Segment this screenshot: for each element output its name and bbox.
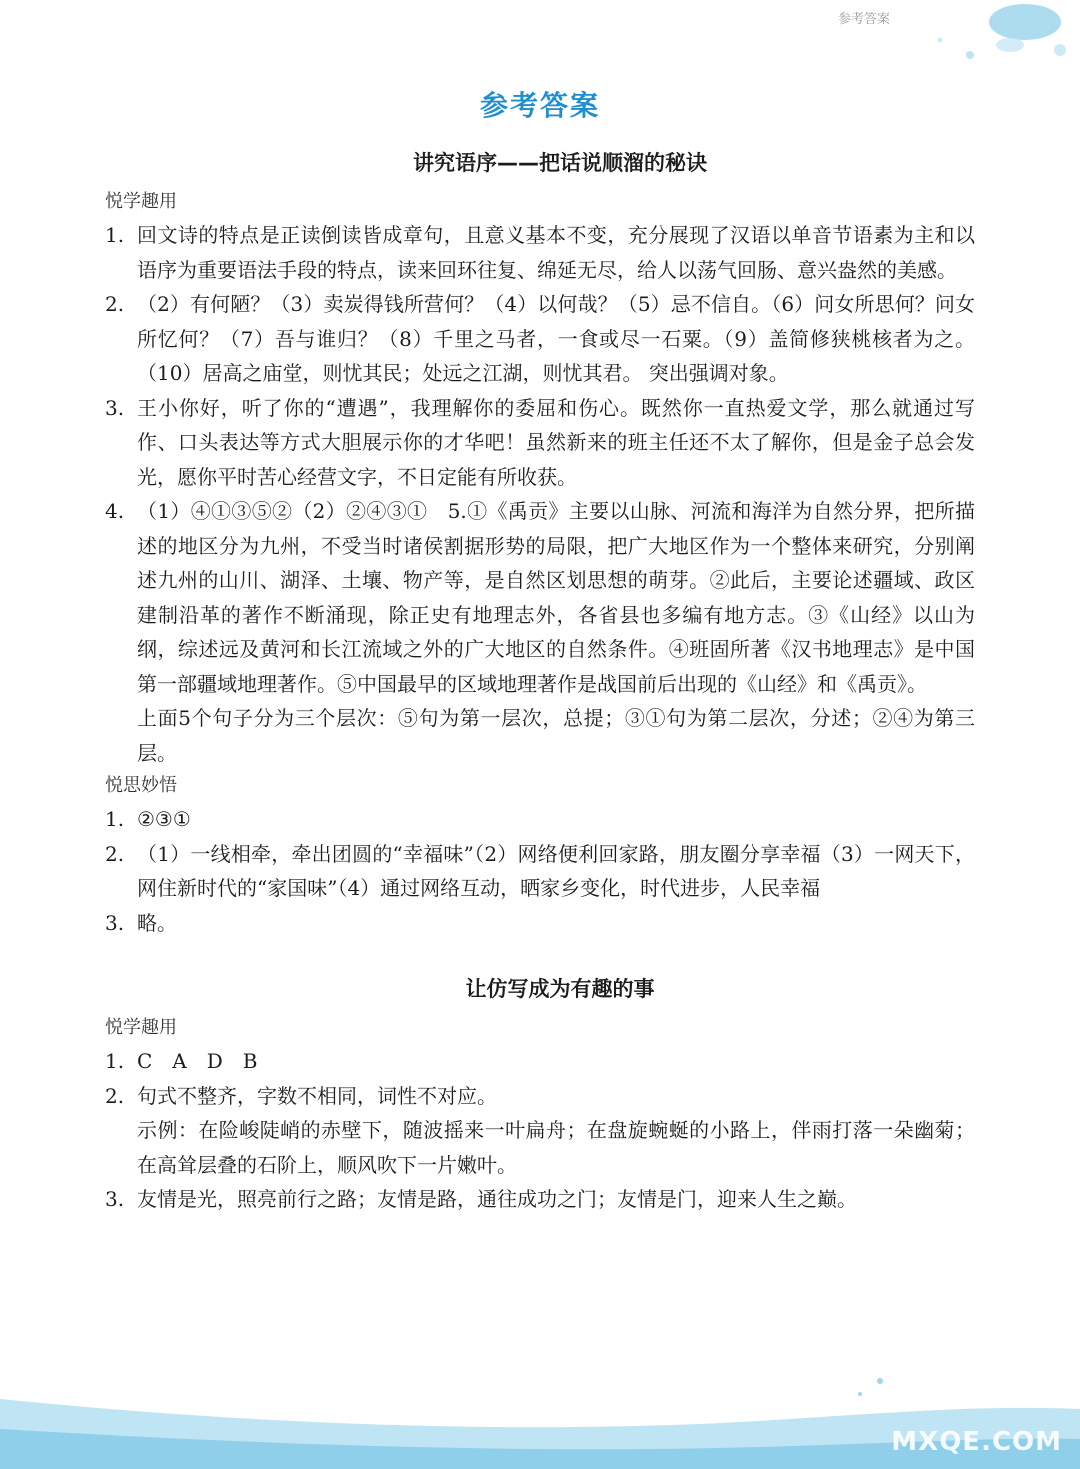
answer-item <box>105 391 975 495</box>
item-text: 友情是光，照亮前行之路；友情是路，通往成功之门；友情是门，迎来人生之巅。 <box>137 1187 857 1211</box>
item-number: 2. <box>105 841 125 866</box>
item-text: （2）有何陋？（3）卖炭得钱所营何？（4）以何哉？（5）忌不信自。（6）问女所思何？问女所忆何？（7）吾与谁归？（8）千里之马者，一食或尽一石粟。（9）盖简修狭桃核者为之。（10）居高之庙堂，则忧其民；处远之江湖，则忧其君。 突出强调对象。 <box>137 292 975 385</box>
answer-item <box>105 1182 975 1217</box>
item-number: 2. <box>105 1083 125 1108</box>
answer-item <box>105 218 975 287</box>
section-title: 讲究语序——把话说顺溜的秘诀 <box>413 151 707 175</box>
sub-heading: 悦学趣用 <box>105 191 177 212</box>
item-text: 句式不整齐，字数不相同，词性不对应。 <box>137 1083 497 1108</box>
sub-heading: 悦学趣用 <box>105 1017 177 1038</box>
answer-content <box>105 146 975 1217</box>
item-text: （1）一线相牵，牵出团圆的“幸福味”（2）网络便利回家路，朋友圈分享幸福（3）一网天下，网住新时代的“家国味”（4）通过网络互动，晒家乡变化，时代进步，人民幸福 <box>137 841 975 900</box>
item-number: 2. <box>105 292 125 316</box>
answer-item <box>105 802 975 837</box>
item-number: 4. <box>105 499 125 523</box>
answer-item <box>105 837 975 906</box>
item-number: 3. <box>105 910 125 935</box>
item-number: 1. <box>105 1049 125 1073</box>
watermark: MXQE.COM <box>891 1427 1062 1457</box>
page-title: 参考答案 <box>479 89 600 122</box>
sub-heading: 悦思妙悟 <box>105 775 177 796</box>
header-corner-label: 参考答案 <box>838 12 891 27</box>
item-continuation: 上面5个句子分为三个层次：⑤句为第一层次，总提；③①句为第二层次，分述；②④为第三层。 <box>137 706 975 765</box>
answer-item <box>105 287 975 391</box>
answer-item <box>105 906 975 941</box>
item-text: 王小你好，听了你的“遭遇”，我理解你的委屈和伤心。既然你一直热爱文学，那么就通过写作、口头表达等方式大胆展示你的才华吧！虽然新来的班主任还不太了解你，但是金子总会发光，愿你平时苦心经营文字，不日定能有所收获。 <box>137 395 975 489</box>
item-text: C A D B <box>137 1049 258 1073</box>
item-text: 回文诗的特点是正读倒读皆成章句，且意义基本不变，充分展现了汉语以单音节语素为主和以语序为重要语法手段的特点，读来回环往复、绵延无尽，给人以荡气回肠、意兴盎然的美感。 <box>137 223 975 282</box>
item-continuation: 示例：在险峻陡峭的赤壁下，随波摇来一叶扁舟；在盘旋蜿蜒的小路上，伴雨打落一朵幽菊；在高耸层叠的石阶上，顺风吹下一片嫩叶。 <box>137 1118 975 1177</box>
item-number: 3. <box>105 1187 125 1211</box>
answer-item <box>105 1079 975 1114</box>
item-number: 1. <box>105 807 125 831</box>
answer-item <box>105 1044 975 1079</box>
section-title: 让仿写成为有趣的事 <box>465 977 655 1001</box>
item-text: （1）④①③⑤②（2）②④③① 5.①《禹贡》主要以山脉、河流和海洋为自然分界，把所描述的地区分为九州，不受当时诸侯割据形势的局限，把广大地区作为一个整体来研究，分别阐述九州的山川、湖泽、土壤、物产等，是自然区划思想的萌芽。②此后，主要论述疆域、政区建制沿革的著作不断涌现，除正史有地理志外，各省县也多编有地方志。③《山经》以山为纲，综述远及黄河和长江流域之外的广大地区的自然条件。④班固所著《汉书地理志》是中国第一部疆域地理著作。⑤中国最早的区域地理著作是战国前后出现的《山经》和《禹贡》。 <box>137 499 975 696</box>
answer-item <box>105 494 975 701</box>
item-number: 1. <box>105 223 125 247</box>
item-number: 3. <box>105 395 125 420</box>
item-text: ②③① <box>137 807 191 831</box>
item-text: 略。 <box>137 910 177 935</box>
